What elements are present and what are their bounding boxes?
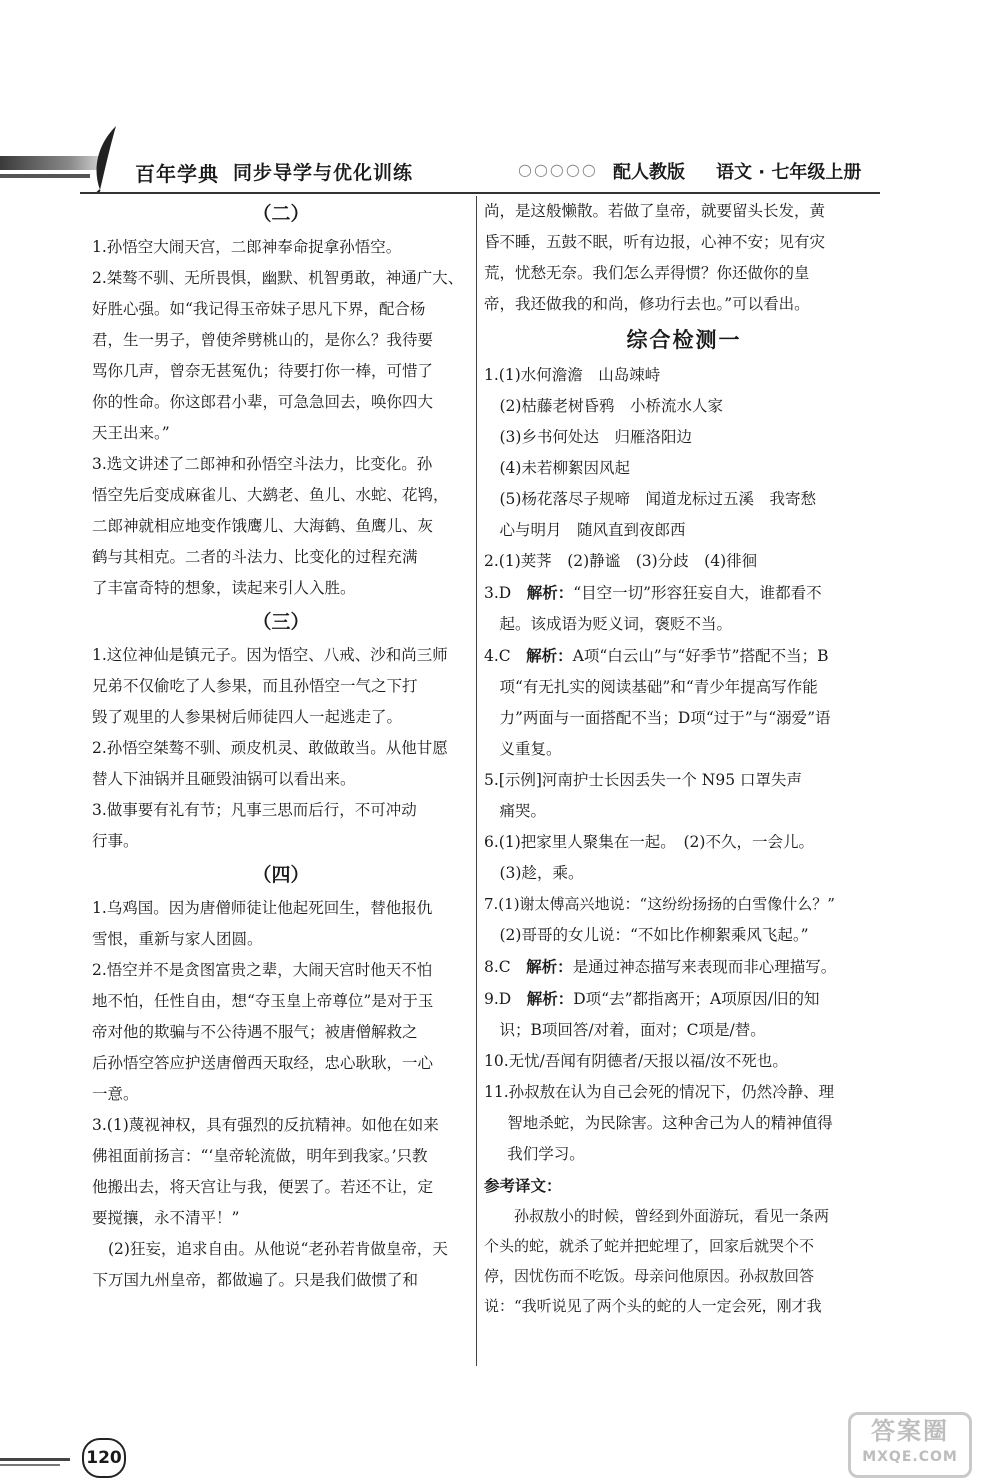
text-line bbox=[484, 577, 884, 609]
text-line: 2.孙悟空桀骜不驯、顽皮机灵、敢做敢当。从他甘愿 bbox=[92, 739, 448, 757]
text-line: 1.孙悟空大闹天宫，二郎神奉命捉拿孙悟空。 bbox=[92, 238, 402, 256]
page-footer bbox=[0, 1436, 200, 1476]
text-line: 你的性命。你这郎君小辈，可急急回去，唤你四大 bbox=[92, 393, 434, 411]
text-line: 他搬出去，将天宫让与我，便罢了。若还不让，定 bbox=[92, 1178, 434, 1196]
header-rule bbox=[80, 192, 880, 194]
text-line: 痛哭。 bbox=[499, 802, 547, 820]
text-line: 说：“我听说见了两个头的蛇的人一定会死，刚才我 bbox=[484, 1297, 822, 1315]
text-line: 1.这位神仙是镇元子。因为悟空、八戒、沙和尚三师 bbox=[92, 646, 448, 664]
right-column bbox=[484, 196, 884, 1321]
quill-icon bbox=[86, 124, 126, 194]
analysis-label: 解析： bbox=[526, 646, 573, 665]
answer-item-1 bbox=[484, 360, 884, 546]
text-line: (2)哥哥的女儿说：“不如比作柳絮乘风飞起。” bbox=[499, 926, 809, 944]
subject-label: 语文 · 七年级上册 bbox=[716, 162, 862, 183]
answer-item-4 bbox=[484, 640, 884, 765]
text-line: 了丰富奇特的想象，读起来引人入胜。 bbox=[92, 579, 356, 597]
watermark-logo bbox=[848, 1412, 972, 1478]
continued-answer bbox=[484, 196, 884, 320]
analysis-label: 解析： bbox=[526, 583, 574, 602]
text-line: 1.乌鸡国。因为唐僧师徒让他起死回生，替他报仇 bbox=[92, 899, 433, 917]
answer-item bbox=[92, 1110, 470, 1234]
answer-number: 9.D bbox=[484, 990, 512, 1008]
text-line: 一意。 bbox=[92, 1085, 139, 1103]
text-line bbox=[484, 951, 884, 983]
text-line: 3.选文讲述了二郎神和孙悟空斗法力，比变化。孙 bbox=[92, 455, 433, 473]
text-line: 2.悟空并不是贪图富贵之辈，大闹天宫时他天不怕 bbox=[92, 961, 433, 979]
text-line: 帝对他的欺骗与不公待遇不服气；被唐僧解救之 bbox=[92, 1023, 418, 1041]
text-line: 智地杀蛇，为民除害。这种舍己为人的精神值得 bbox=[507, 1114, 833, 1132]
reference-translation-label: 参考译文： bbox=[484, 1176, 562, 1195]
text-line: 地不怕，任性自由，想“夺玉皇上帝尊位”是对于玉 bbox=[92, 992, 434, 1010]
text-line: 行事。 bbox=[92, 832, 139, 850]
left-column bbox=[92, 196, 470, 1296]
text-line: (4)未若柳絮因风起 bbox=[499, 459, 630, 477]
text-line: 下万国九州皇帝，都做遍了。只是我们做惯了和 bbox=[92, 1271, 419, 1289]
text-line bbox=[484, 640, 884, 672]
text-line: (5)杨花落尽子规啼 闻道龙标过五溪 我寄愁 bbox=[499, 490, 816, 508]
watermark-text: 答案圈 bbox=[871, 1417, 949, 1445]
text-line: (3)乡书何处达 归雁洛阳边 bbox=[499, 428, 692, 446]
analysis-label: 解析： bbox=[526, 989, 574, 1008]
book-subtitle: 同步导学与优化训练 bbox=[233, 162, 414, 184]
text-line: 1.(1)水何澹澹 山岛竦峙 bbox=[484, 366, 661, 384]
answer-item bbox=[92, 232, 470, 263]
analysis-text: D项“去”都指离开；A项原因/旧的知 bbox=[573, 990, 820, 1008]
text-line: 鹤与其相克。二者的斗法力、比变化的过程充满 bbox=[92, 548, 418, 566]
answer-number: 3.D bbox=[484, 584, 512, 602]
answer-item bbox=[92, 449, 470, 604]
answer-number: 8.C bbox=[484, 958, 511, 976]
text-line: 5.[示例]河南护士长因丢失一个 N95 口罩失声 bbox=[484, 771, 803, 789]
text-line: 佛祖面前扬言：“‘皇帝轮流做，明年到我家。’只教 bbox=[92, 1147, 428, 1165]
footer-decor-line bbox=[0, 1464, 60, 1466]
reference-translation bbox=[484, 1201, 884, 1321]
text-line: 我们学习。 bbox=[507, 1145, 585, 1163]
text-line bbox=[484, 983, 884, 1015]
answer-item bbox=[92, 893, 470, 955]
text-line: 君，生一男子，曾使斧劈桃山的，是你么？我待要 bbox=[92, 331, 434, 349]
text-line: 6.(1)把家里人聚集在一起。 (2)不久，一会儿。 bbox=[484, 833, 814, 851]
text-line: 3.(1)蔑视神权，具有强烈的反抗精神。如他在如来 bbox=[92, 1116, 439, 1134]
text-line: 雪恨，重新与家人团圆。 bbox=[92, 930, 263, 948]
text-line: 替人下油锅并且砸毁油锅可以看出来。 bbox=[92, 770, 356, 788]
text-line: 识；B项回答/对着，面对；C项是/替。 bbox=[499, 1021, 766, 1039]
text-line: 昏不睡，五鼓不眠，听有边报，心神不安；见有灾 bbox=[484, 233, 826, 251]
answer-item-2: 2.(1)荚荠 (2)静谧 (3)分歧 (4)徘徊 bbox=[484, 552, 758, 570]
header-decor-line bbox=[0, 174, 90, 178]
answer-item bbox=[92, 955, 470, 1110]
text-line: 2.桀骜不驯、无所畏惧，幽默、机智勇敢，神通广大、 bbox=[92, 269, 464, 287]
header-dots-decor: ○○○○○ bbox=[518, 160, 598, 179]
text-line: 好胜心强。如“我记得玉帝妹子思凡下界，配合杨 bbox=[92, 300, 426, 318]
analysis-text: 是通过神态描写来表现而非心理描写。 bbox=[572, 958, 837, 976]
edition-label: 配人教版 bbox=[613, 162, 685, 183]
answer-item-11 bbox=[484, 1077, 884, 1170]
text-line: 后孙悟空答应护送唐僧西天取经，忠心耿耿，一心 bbox=[92, 1054, 434, 1072]
text-line: 骂你几声，曾奈无甚冤仇；待要打你一棒，可惜了 bbox=[92, 362, 434, 380]
text-line: (3)趁，乘。 bbox=[499, 864, 584, 882]
answer-item-5 bbox=[484, 765, 884, 827]
answer-item-10: 10.无忧/吾闻有阴德者/天报以福/汝不死也。 bbox=[484, 1052, 788, 1070]
answer-item bbox=[92, 795, 470, 857]
analysis-text: “目空一切”形容狂妄自大，谁都看不 bbox=[573, 584, 822, 602]
text-line: 力”两面与一面搭配不当；D项“过于”与“溺爱”语 bbox=[499, 709, 831, 727]
text-line: 11.孙叔敖在认为自己会死的情况下，仍然冷静、理 bbox=[484, 1083, 835, 1101]
header-decor-bar bbox=[0, 156, 100, 170]
answer-item-3 bbox=[484, 577, 884, 640]
text-line: 要搅攘，永不清平！” bbox=[92, 1209, 240, 1227]
answer-item-6 bbox=[484, 827, 884, 889]
text-line: 孙叔敖小的时候，曾经到外面游玩，看见一条两 bbox=[514, 1207, 830, 1225]
analysis-text: A项“白云山”与“好季节”搭配不当；B bbox=[572, 647, 829, 665]
page-number: 120 bbox=[82, 1438, 126, 1478]
answer-item bbox=[92, 1234, 470, 1296]
watermark-url: MXQE.COM bbox=[862, 1449, 958, 1465]
text-line: 兄弟不仅偷吃了人参果，而且孙悟空一气之下打 bbox=[92, 677, 418, 695]
text-line: 义重复。 bbox=[499, 740, 562, 758]
text-line: 心与明月 随风直到夜郎西 bbox=[499, 521, 686, 539]
text-line: 3.做事要有礼有节；凡事三思而后行，不可冲动 bbox=[92, 801, 417, 819]
text-line: 毁了观里的人参果树后师徒四人一起逃走了。 bbox=[92, 708, 403, 726]
text-line: 帝，我还做我的和尚，修功行去也。”可以看出。 bbox=[484, 295, 810, 313]
book-series-title: 百年学典 bbox=[135, 162, 219, 186]
text-line: (2)枯藤老树昏鸦 小桥流水人家 bbox=[499, 397, 723, 415]
text-line: (2)狂妄，追求自由。从他说“老孙若肯做皇帝，天 bbox=[108, 1240, 448, 1258]
answer-item-9 bbox=[484, 983, 884, 1046]
test-section-title: 综合检测一 bbox=[626, 328, 742, 352]
section-heading-2: （二） bbox=[252, 203, 310, 225]
answer-item-8 bbox=[484, 951, 884, 983]
column-divider bbox=[476, 196, 477, 1366]
answer-item bbox=[92, 640, 470, 733]
text-line: 项“有无扎实的阅读基础”和“青少年提高写作能 bbox=[499, 678, 818, 696]
text-line: 荒，忧愁无奈。我们怎么弄得惯？你还做你的皇 bbox=[484, 264, 810, 282]
section-heading-3: （三） bbox=[252, 611, 310, 633]
text-line: 起。该成语为贬义词，褒贬不当。 bbox=[499, 615, 733, 633]
answer-number: 4.C bbox=[484, 647, 511, 665]
section-heading-4: （四） bbox=[252, 864, 310, 886]
text-line: 二郎神就相应地变作饿鹰儿、大海鹤、鱼鹰儿、灰 bbox=[92, 517, 434, 535]
footer-decor-bar bbox=[0, 1458, 70, 1461]
text-line: 停，因忧伤而不吃饭。母亲问他原因。孙叔敖回答 bbox=[484, 1267, 815, 1285]
answer-item bbox=[92, 263, 470, 449]
text-line: 悟空先后变成麻雀儿、大鹚老、鱼儿、水蛇、花鸨， bbox=[92, 486, 449, 504]
text-line: 个头的蛇，就杀了蛇并把蛇埋了，回家后就哭个不 bbox=[484, 1237, 815, 1255]
text-line: 尚，是这般懒散。若做了皇帝，就要留头长发，黄 bbox=[484, 202, 826, 220]
text-line: 7.(1)谢太傅高兴地说：“这纷纷扬扬的白雪像什么？” bbox=[484, 895, 835, 913]
page-header bbox=[0, 112, 1000, 192]
answer-item bbox=[92, 733, 470, 795]
analysis-label: 解析： bbox=[526, 957, 573, 976]
answer-item-7 bbox=[484, 889, 884, 951]
text-line: 天王出来。” bbox=[92, 424, 170, 442]
